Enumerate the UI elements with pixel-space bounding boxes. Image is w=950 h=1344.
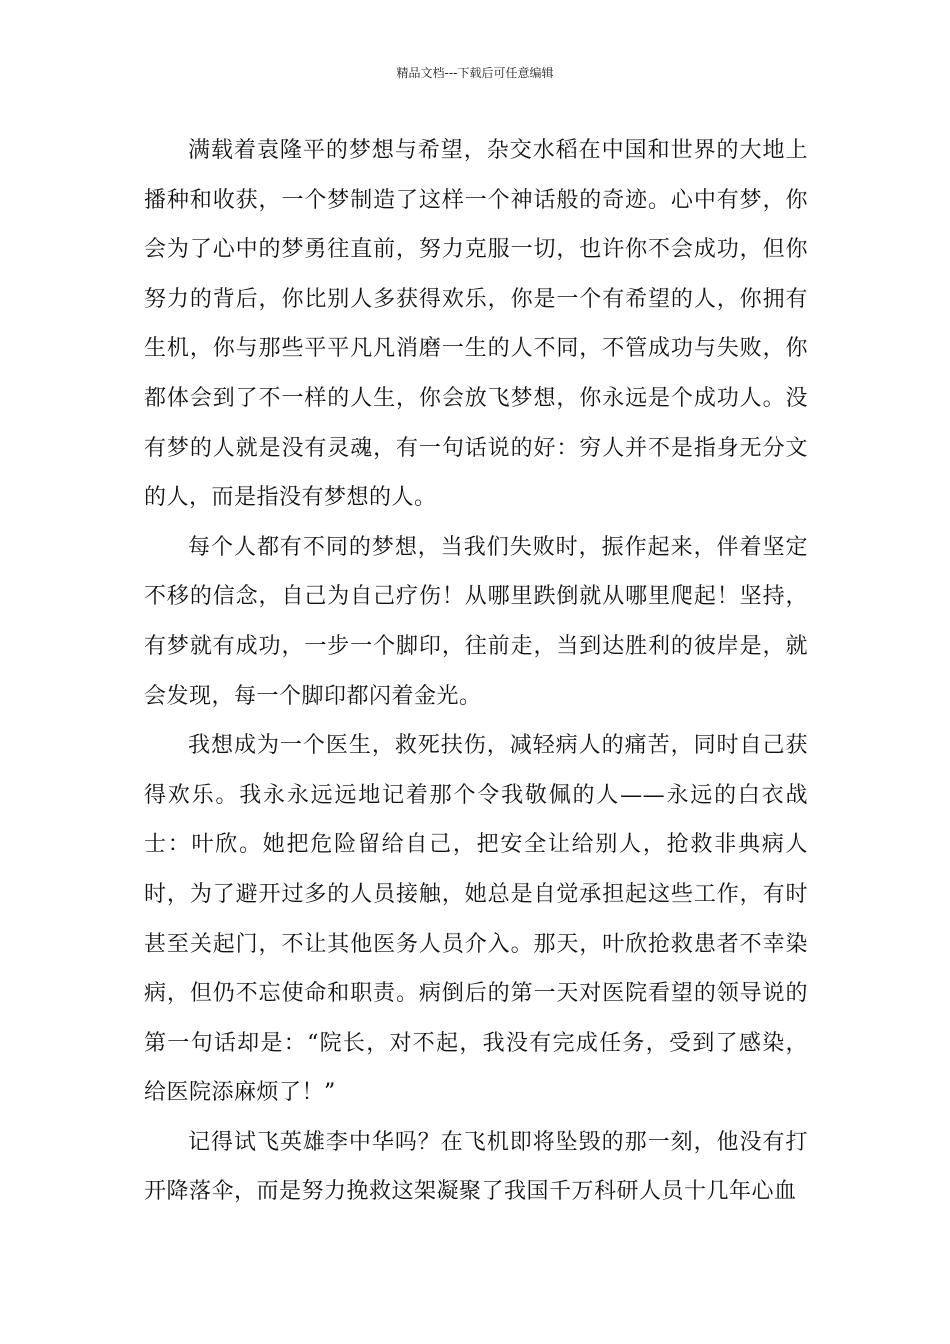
paragraph-4: 记得试飞英雄李中华吗？在飞机即将坠毁的那一刻，他没有打开降落伞，而是努力挽救这架凝聚了我国千万科研人员十几年心血 [144, 1129, 808, 1205]
paragraph-2: 每个人都有不同的梦想，当我们失败时，振作起来，伴着坚定不移的信念，自己为自己疗伤！从哪里跌倒就从哪里爬起！坚持，有梦就有成功，一步一个脚印，往前走，当到达胜利的彼岸是，就会发现，每一个脚印都闪着金光。 [144, 534, 808, 709]
page-header: 精品文档---下载后可任意编辑 [396, 66, 554, 80]
paragraph-1: 满载着袁隆平的梦想与希望，杂交水稻在中国和世界的大地上播种和收获，一个梦制造了这样一个神话般的奇迹。心中有梦，你会为了心中的梦勇往直前，努力克服一切，也许你不会成功，但你努力的背后，你比别人多获得欢乐，你是一个有希望的人，你拥有生机，你与那些平平凡凡消磨一生的人不同，不管成功与失败，你都体会到了不一样的人生，你会放飞梦想，你永远是个成功人。没有梦的人就是没有灵魂，有一句话说的好：穷人并不是指身无分文的人，而是指没有梦想的人。 [144, 138, 808, 511]
document-body [144, 126, 808, 1217]
paragraph-3: 我想成为一个医生，救死扶伤，减轻病人的痛苦，同时自己获得欢乐。我永永远远地记着那个令我敬佩的人——永远的白衣战士：叶欣。她把危险留给自己，把安全让给别人，抢救非典病人时，为了避开过多的人员接触，她总是自觉承担起这些工作，有时甚至关起门，不让其他医务人员介入。那天，叶欣抢救患者不幸染病，但仍不忘使命和职责。病倒后的第一天对医院看望的领导说的第一句话却是：“院长，对不起，我没有完成任务，受到了感染，给医院添麻烦了！” [144, 733, 808, 1106]
